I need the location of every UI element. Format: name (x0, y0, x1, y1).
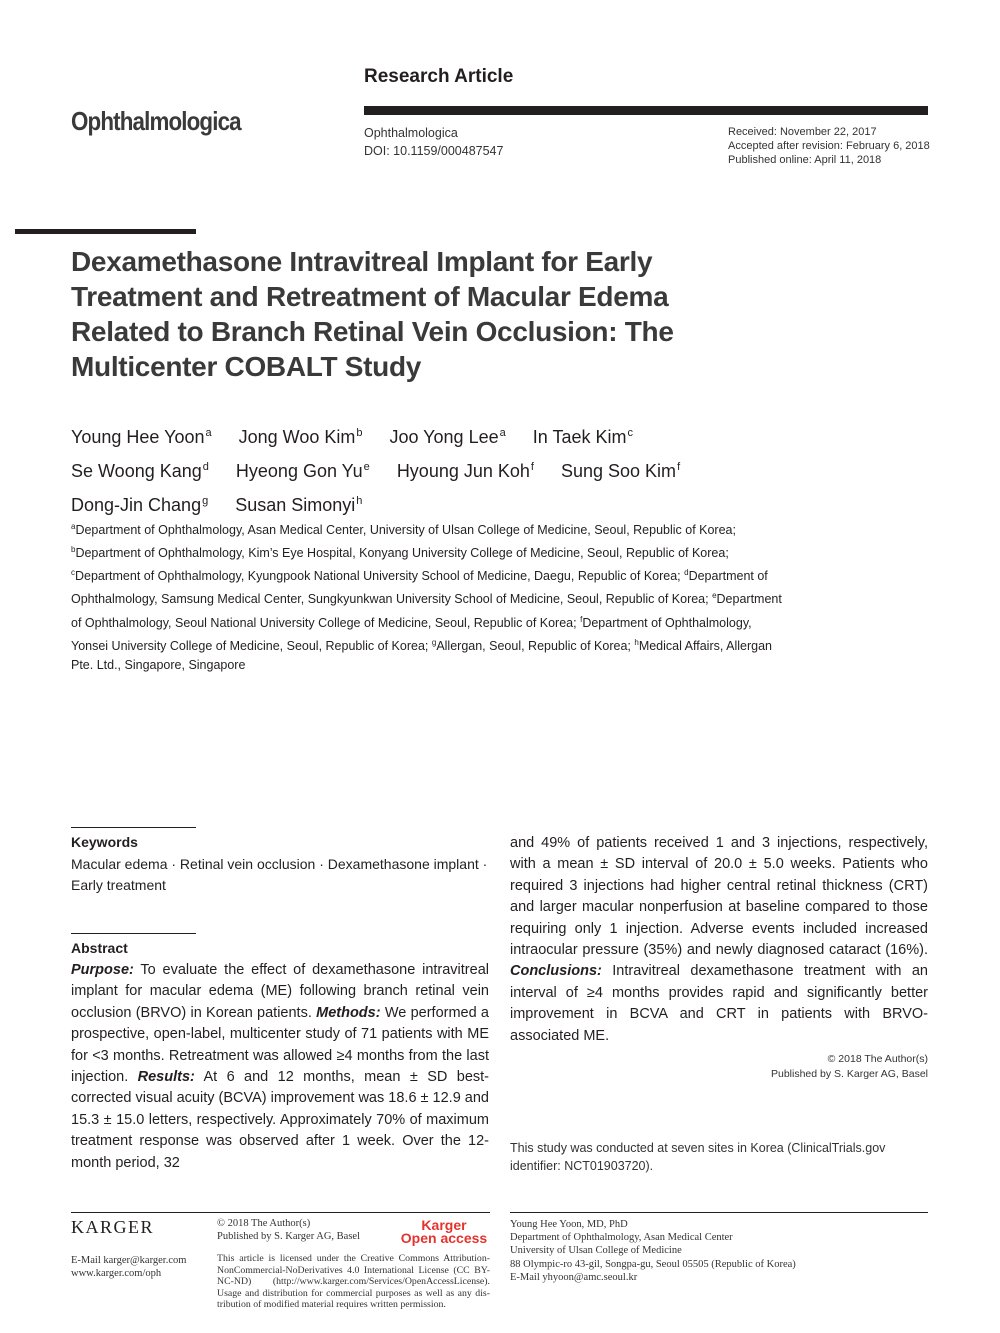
study-note: This study was conducted at seven sites in Korea (ClinicalTrials.gov identifier: NCT01903720). (510, 1141, 886, 1173)
keywords-list: Macular edema · Retinal vein occlusion · Dexamethasone implant · Early treatment (71, 856, 488, 893)
publisher-contact (71, 1254, 186, 1280)
journal-name: Ophthalmologica (364, 126, 458, 140)
publisher-web[interactable]: www.karger.com/oph (71, 1268, 162, 1279)
author-list (71, 418, 871, 520)
author[interactable]: Dong-Jin Chang$^g$ (71, 495, 209, 515)
article-dates (728, 125, 930, 167)
author[interactable]: Se Woong Kang$^d$ (71, 461, 209, 481)
corr-email[interactable]: E-Mail yhyoon@amc.seoul.kr (510, 1271, 638, 1283)
corr-univ: University of Ulsan College of Medicine (510, 1245, 682, 1257)
open-access-logo: Karger Open access (400, 1217, 488, 1246)
author[interactable]: Susan Simonyi$^h$ (235, 495, 363, 515)
journal-info (364, 124, 503, 160)
received-date: Received: November 22, 2017 (728, 126, 877, 138)
author[interactable]: Jong Woo Kim$^b$ (238, 427, 363, 447)
affiliations: $^a$Department of Ophthalmology, Asan Medical Center, University of Ulsan College of Medicine, Seoul, Republic of Korea; $^b$Department of Ophthalmology, Kim’s Eye Hospital, Konyang University College of Medicine, Seoul, Republic of Korea; $^c$Department of Ophthalmology, Kyungpook National University School of Medicine, Daegu, Republic of Korea; $^d$Department of Ophthalmology, Samsung Medical Center, Sungkyunkwan University School of Medicine, Seoul, Republic of Korea; $^e$Department of Ophthalmology, Seoul National University College of Medicine, Seoul, Republic of Korea; $^f$Department of Ophthalmology, Yonsei University College of Medicine, Seoul, Republic of Korea; $^g$Allergan, Seoul, Republic of Korea; $^h$Medical Affairs, Allergan Pte. Ltd., Singapore, Singapore (71, 522, 782, 672)
corr-address: 88 Olympic-ro 43-gil, Songpa-gu, Seoul 05505 (Republic of Korea) (510, 1258, 796, 1270)
copyright-notice: © 2018 The Author(s) Published by S. Karger AG, Basel (770, 1053, 928, 1080)
keywords-heading: Keywords (71, 834, 138, 850)
author[interactable]: Hyeong Gon Yu$^e$ (235, 461, 370, 481)
abstract-heading: Abstract (71, 940, 128, 956)
footer-copyright: © 2018 The Author(s) Published by S. Karger AG, Basel (217, 1218, 361, 1242)
license-text: This article is licensed under the Creative Commons Attribution-NonCommercial-NoDerivatives 4.0 International License (CC BY-NC-ND) (http://www.karger.com/Services/OpenAccessLicense). Usage and distribution for commercial purposes as well as any distribution of modified material requires written permission. (217, 1253, 490, 1311)
karger-logo: KARGER (71, 1217, 155, 1237)
article-type: Research Article (364, 66, 514, 87)
publisher-email[interactable]: E-Mail karger@karger.com (71, 1255, 187, 1266)
footer-rule-right (510, 1212, 928, 1213)
correspondence (510, 1218, 928, 1284)
footer-rule-left (71, 1212, 490, 1213)
abstract-text-column-1: Purpose: To evaluate the effect of dexamethasone intravitreal implant for macular edema (ME) following branch retinal vein occlusion (BRVO) in Korean patients. Methods: We performed a prospective, open-label, multicenter study of 71 patients with ME for <3 months. Retreatment was allowed ≥4 months from the last injection. Results: At 6 and 12 months, mean ± SD best-corrected visual acuity (BCVA) improvement was 18.6 ± 12.9 and 15.3 ± 15.0 letters, respectively. Approximately 70% of maximum treatment response was observed after 1 week. Over the 12-month period, 32 (71, 962, 489, 1171)
corr-dept: Department of Ophthalmology, Asan Medical Center (510, 1232, 733, 1244)
abstract-rule (71, 933, 196, 934)
abstract-text-column-2: and 49% of patients received 1 and 3 injections, respectively, with a mean ± SD interval of 20.0 ± 5.0 weeks. Patients who required 3 injections had higher central retinal thickness (CRT) and larger macular nonperfusion at baseline compared to those requiring only 1 injection. Adverse events included increased intraocular pressure (35%) and newly diagnosed cataract (16%). Conclusions: Intravitreal dexamethasone treatment with an interval of ≥4 months provides rapid and significantly better improvement in BCVA and CRT in patients with BRVO-associated ME. (510, 835, 928, 1044)
author[interactable]: Sung Soo Kim$^f$ (560, 461, 681, 481)
title-rule (15, 229, 196, 234)
header-rule (364, 106, 928, 115)
journal-logo: Ophthalmologica (71, 106, 241, 136)
keywords-rule (71, 827, 196, 828)
author[interactable]: Hyoung Jun Koh$^f$ (396, 461, 534, 481)
article-title: Dexamethasone Intravitreal Implant for Early Treatment and Retreatment of Macular Edema Related to Branch Retinal Vein Occlusion: The Multicenter COBALT Study (71, 246, 674, 382)
accepted-date: Accepted after revision: February 6, 2018 (728, 140, 930, 152)
author[interactable]: Joo Yong Lee$^a$ (389, 427, 506, 447)
author[interactable]: Young Hee Yoon$^a$ (71, 427, 212, 447)
published-date: Published online: April 11, 2018 (728, 154, 882, 166)
corr-name: Young Hee Yoon, MD, PhD (510, 1219, 628, 1230)
doi[interactable]: DOI: 10.1159/000487547 (364, 144, 504, 158)
author[interactable]: In Taek Kim$^c$ (532, 427, 633, 447)
